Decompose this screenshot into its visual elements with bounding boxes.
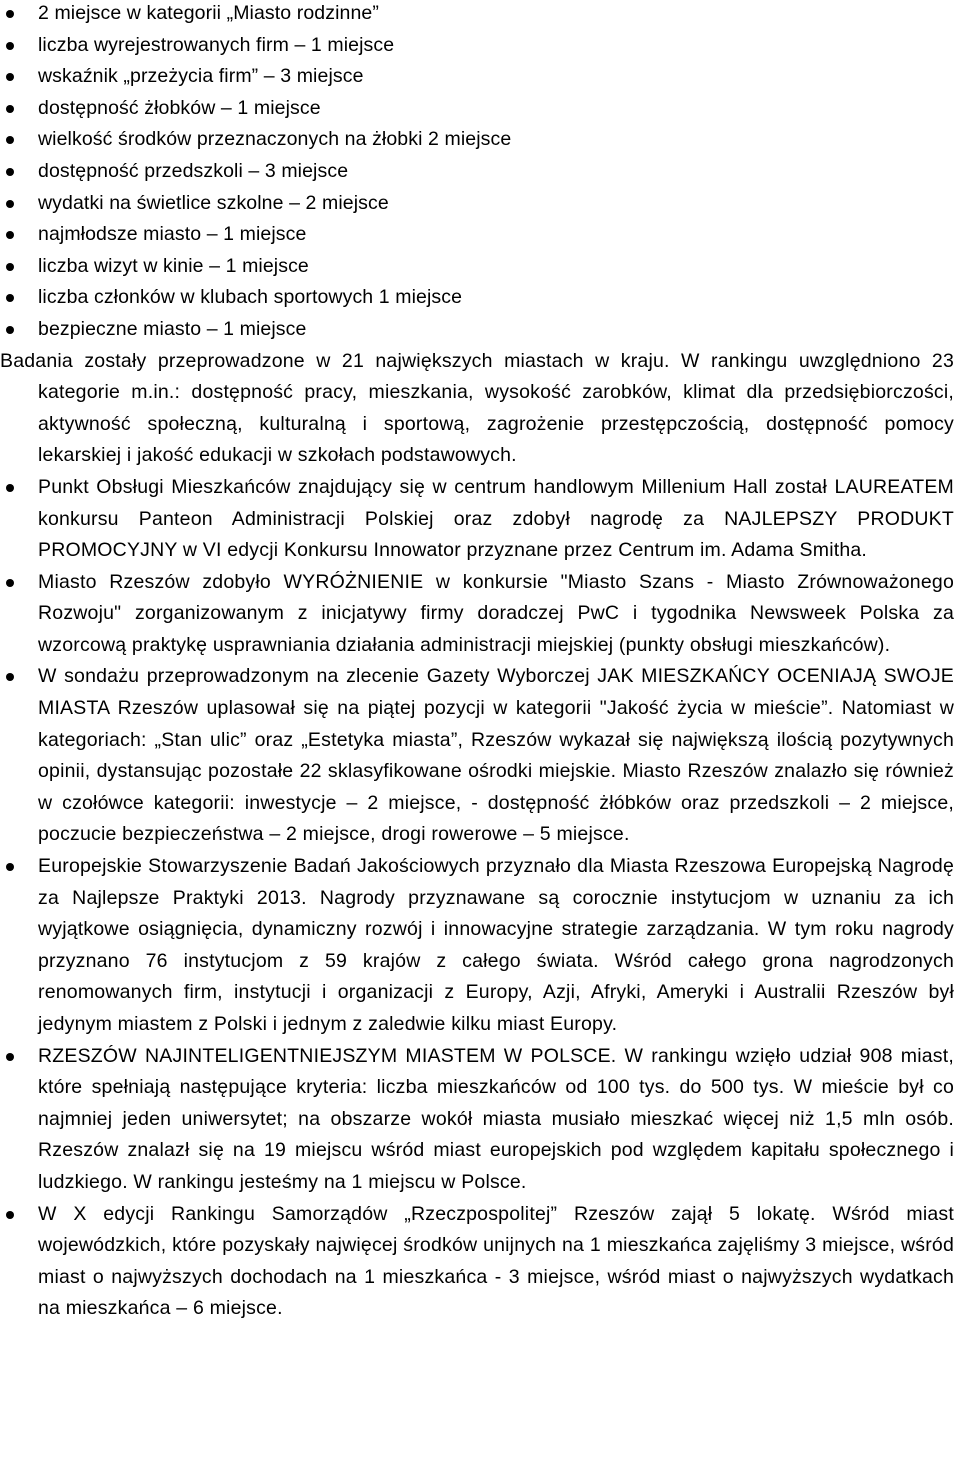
list-item-text: Europejskie Stowarzyszenie Badań Jakościowych przyznało dla Miasta Rzeszowa Europejską Nagrodę za Najlepsze Praktyki 2013. Nagrody przyznawane są corocznie instytucjom w uznaniu za ich wyjątkowe osiągnięcia, dynamiczny rozwój i innowacyjne strategie zarządzania. W tym roku nagrody przyznano 76 instytucjom z 59 krajów z całego świata. Wśród całego grona nagrodzonych renomowanych firm, instytucji i organizacji z Europy, Azji, Afryki, Ameryki i Australii Rzeszów był jedynym miastem z Polski i jednym z zaledwie kilku miast Europy. (38, 855, 954, 1035)
list-item-text: liczba członków w klubach sportowych 1 miejsce (38, 286, 463, 309)
awards-list (0, 472, 960, 1325)
list-item (0, 30, 960, 62)
list-item (0, 188, 960, 220)
list-item-text: liczba wyrejestrowanych firm – 1 miejsce (38, 33, 395, 56)
bullet-icon (6, 863, 14, 871)
list-item (0, 567, 954, 662)
list-item-text: Punkt Obsługi Mieszkańców znajdujący się w centrum handlowym Millenium Hall został LAUREATEM konkursu Panteon Administracji Polskiej oraz zdobył nagrodę za NAJLEPSZY PRODUKT PROMOCYJNY w VI edycji Konkursu Innowator przyznane przez Centrum im. Adama Smitha. (38, 475, 954, 562)
list-item (0, 0, 960, 30)
list-item-text: wielkość środków przeznaczonych na żłobki 2 miejsce (38, 128, 512, 151)
bullet-icon (6, 136, 14, 144)
list-item-text: dostępność żłobków – 1 miejsce (38, 96, 321, 119)
list-item-text: liczba wizyt w kinie – 1 miejsce (38, 254, 309, 277)
list-item (0, 314, 960, 346)
list-item-text: wskaźnik „przeżycia firm” – 3 miejsce (38, 65, 364, 88)
bullet-icon (6, 168, 14, 176)
bullet-icon (6, 326, 14, 334)
list-item (0, 156, 960, 188)
bullet-icon (6, 484, 14, 492)
list-item-text: W X edycji Rankingu Samorządów „Rzeczpospolitej” Rzeszów zajął 5 lokatę. Wśród miast wojewódzkich, które pozyskały najwięcej środków unijnych na 1 mieszkańca zajęliśmy 3 miejsce, wśród miast o najwyższych dochodach na 1 mieszkańca - 3 miejsce, wśród miast o najwyższych wydatkach na mieszkańca – 6 miejsce. (38, 1202, 954, 1320)
bullet-icon (6, 673, 14, 681)
list-item (0, 219, 960, 251)
bullet-icon (6, 294, 14, 302)
list-item (0, 1199, 954, 1325)
list-item (0, 472, 954, 567)
ranking-short-list (0, 0, 960, 346)
bullet-icon (6, 1053, 14, 1061)
list-item-text: Miasto Rzeszów zdobyło WYRÓŻNIENIE w konkursie "Miasto Szans - Miasto Zrównoważonego Rozwoju" zorganizowanym z inicjatywy firmy doradczej PwC i tygodnika Newsweek Polska za wzorcową praktykę usprawniania działania administracji miejskiej (punkty obsługi mieszkańców). (38, 570, 954, 656)
list-item (0, 661, 954, 851)
list-item-text: bezpieczne miasto – 1 miejsce (38, 317, 307, 340)
bullet-icon (6, 73, 14, 81)
list-item (0, 282, 960, 314)
bullet-icon (6, 42, 14, 50)
list-item-text: najmłodsze miasto – 1 miejsce (38, 223, 307, 246)
list-item-text: W sondażu przeprowadzonym na zlecenie Gazety Wyborczej JAK MIESZKAŃCY OCENIAJĄ SWOJE MIASTA Rzeszów uplasował się na piątej pozycji w kategorii "Jakość życia w mieście”. Natomiast w kategoriach: „Stan ulic” oraz „Estetyka miasta”, Rzeszów wykazał się największą ilością pozytywnych opinii, dystansując pozostałe 22 sklasyfikowane ośrodki miejskie. Miasto Rzeszów znalazło się również w czołówce kategorii: inwestycje – 2 miejsce, - dostępność żłóbków oraz przedszkoli – 2 miejsce, poczucie bezpieczeństwa – 2 miejsce, drogi rowerowe – 5 miejsce. (38, 665, 954, 846)
research-paragraph: Badania zostały przeprowadzone w 21 największych miastach w kraju. W rankingu uwzględniono 23 kategorie m.in.: dostępność pracy, mieszkania, wysokość zarobków, klimat dla przedsiębiorczości, aktywność społeczną, kulturalną i sportową, zagrożenie przestępczością, dostępność pomocy lekarskiej i jakość edukacji w szkołach podstawowych. (0, 349, 954, 467)
list-item (0, 1041, 954, 1199)
list-item-text: 2 miejsce w kategorii „Miasto rodzinne” (38, 2, 379, 24)
bullet-icon (6, 105, 14, 113)
list-item (0, 251, 960, 283)
bullet-icon (6, 1211, 14, 1219)
list-item-text: wydatki na świetlice szkolne – 2 miejsce (38, 191, 389, 214)
bullet-icon (6, 10, 14, 18)
list-item-text: dostępność przedszkoli – 3 miejsce (38, 159, 349, 182)
list-item (0, 61, 960, 93)
bullet-icon (6, 579, 14, 587)
bullet-icon (6, 231, 14, 239)
list-item (0, 124, 960, 156)
bullet-icon (6, 263, 14, 271)
bullet-icon (6, 200, 14, 208)
list-item (0, 93, 960, 125)
list-item (0, 851, 954, 1041)
list-item-text: RZESZÓW NAJINTELIGENTNIEJSZYM MIASTEM W POLSCE. W rankingu wzięło udział 908 miast, które spełniają następujące kryteria: liczba mieszkańców od 100 tys. do 500 tys. W mieście był co najmniej jeden uniwersytet; na obszarze wokół miasta musiało mieszkać więcej niż 1,5 mln osób. Rzeszów znalazł się na 19 miejscu wśród miast europejskich pod względem kapitału społecznego i ludzkiego. W rankingu jesteśmy na 1 miejscu w Polsce. (38, 1044, 954, 1193)
